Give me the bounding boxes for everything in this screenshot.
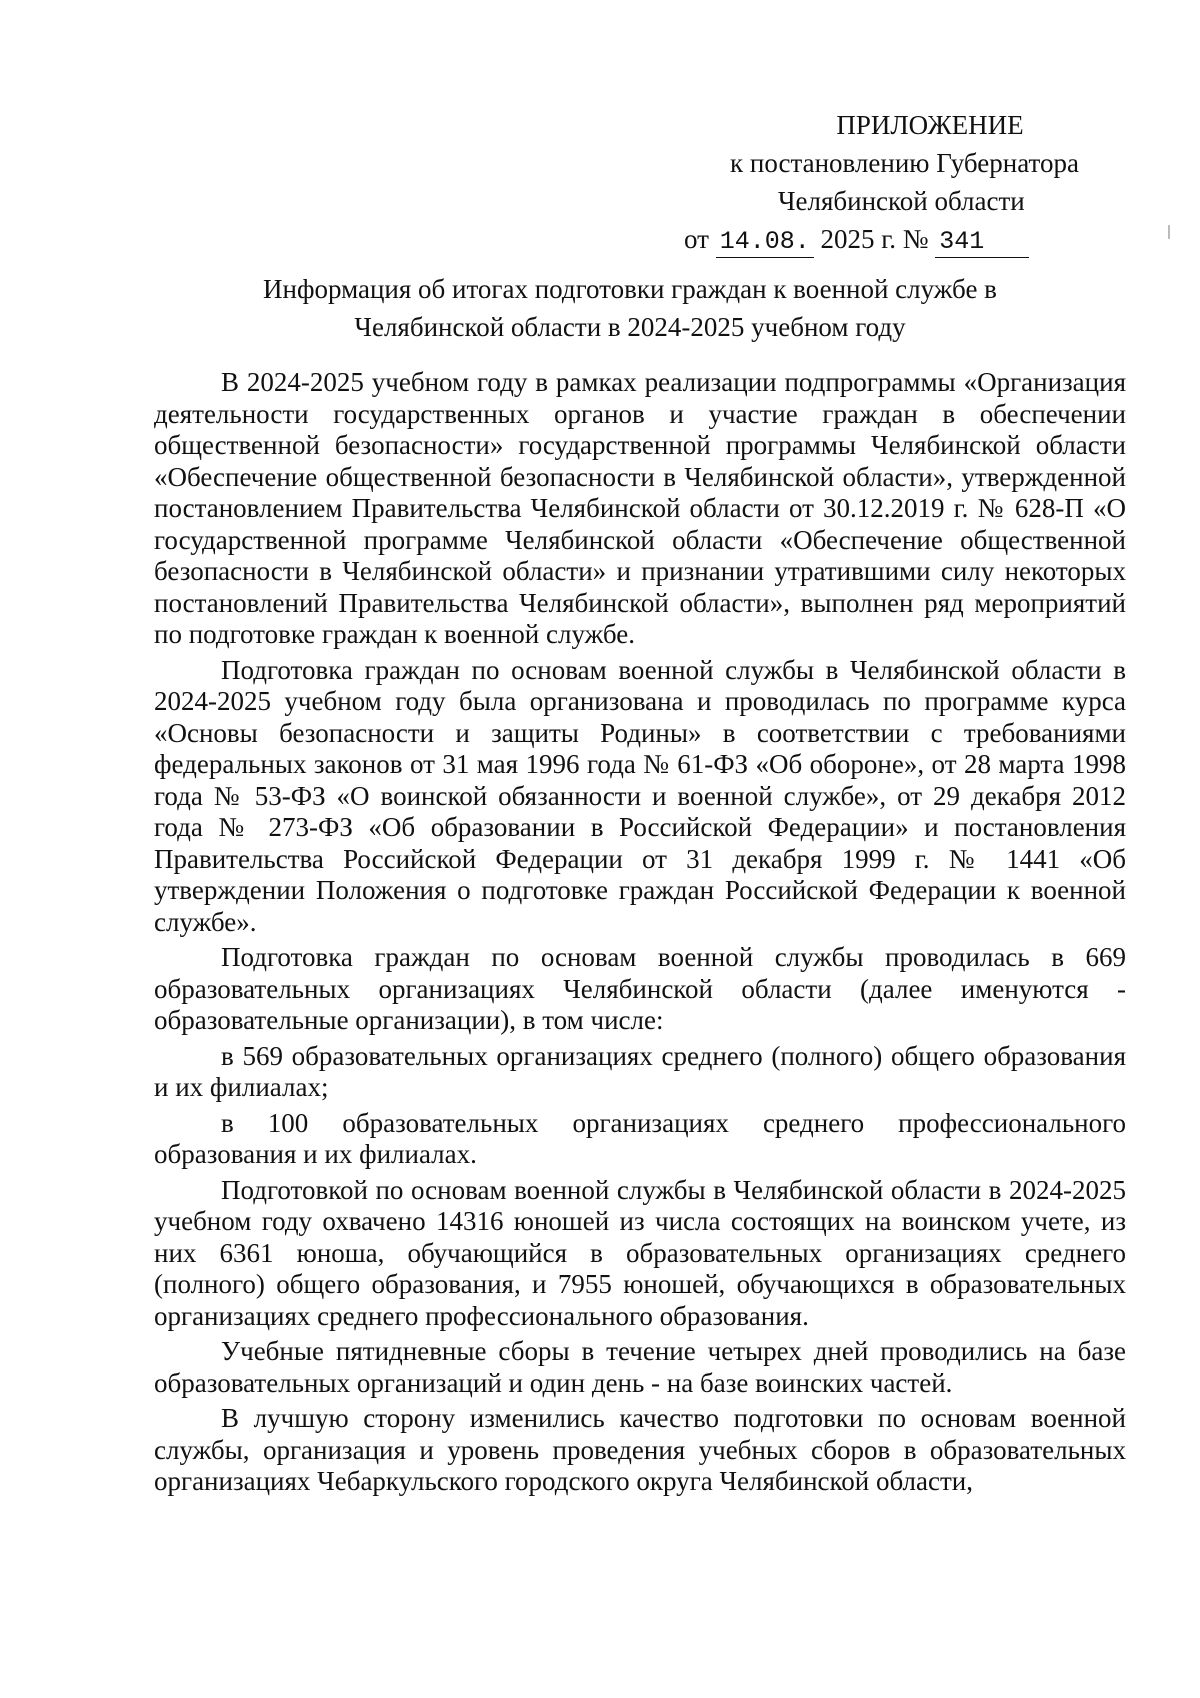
date-value: 14.08. xyxy=(716,227,814,258)
document-body xyxy=(154,367,1126,1502)
paragraph: Учебные пятидневные сборы в течение четырех дней проводились на базе образовательных организаций и один день - на базе воинских частей. xyxy=(154,1336,1126,1398)
paragraph: В 2024-2025 учебном году в рамках реализации подпрограммы «Организация деятельности государственных органов и участие граждан в обеспечении общественной безопасности» государственной программы Челябинской области «Обеспечение общественной безопасности в Челябинской области», утвержденной постановлением Правительства Челябинской области от 30.12.2019 г. № 628-П «О государственной программе Челябинской области «Обеспечение общественной безопасности в Челябинской области» и признании утратившими силу некоторых постановлений Правительства Челябинской области», выполнен ряд мероприятий по подготовке граждан к военной службе. xyxy=(154,367,1126,649)
number-value: 341 xyxy=(935,227,1029,258)
paragraph: В лучшую сторону изменились качество подготовки по основам военной службы, организация и уровень проведения учебных сборов в образовательных организациях Чебаркульского городского округа Челябинской области, xyxy=(154,1403,1126,1496)
paragraph: Подготовкой по основам военной службы в Челябинской области в 2024-2025 учебном году охвачено 14316 юношей из числа состоящих на воинском учете, из них 6361 юноша, обучающийся в образовательных организациях среднего (полного) общего образования, и 7955 юношей, обучающихся в образовательных организациях среднего профессионального образования. xyxy=(154,1174,1126,1331)
paragraph: в 100 образовательных организациях среднего профессионального образования и их филиалах. xyxy=(154,1107,1126,1169)
document-title xyxy=(160,270,1100,346)
title-line-1: Информация об итогах подготовки граждан к военной службе в xyxy=(263,274,997,304)
date-prefix: от xyxy=(684,224,709,254)
appendix-line-1: к постановлению Губернатора xyxy=(730,148,1079,178)
title-line-2: Челябинской области в 2024-2025 учебном году xyxy=(354,312,906,342)
appendix-line-2: Челябинской области xyxy=(778,186,1025,216)
scan-artifact xyxy=(1168,225,1170,239)
paragraph: Подготовка граждан по основам военной службы в Челябинской области в 2024-2025 учебном году была организована и проводилась по программе курса «Основы безопасности и защиты Родины» в соответствии с требованиями федеральных законов от 31 мая 1996 года № 61-ФЗ «Об обороне», от 28 марта 1998 года № 53-ФЗ «О воинской обязанности и военной службе», от 29 декабря 2012 года № 273-ФЗ «Об образовании в Российской Федерации» и постановления Правительства Российской Федерации от 31 декабря 1999 г. № 1441 «Об утверждении Положения о подготовке граждан Российской Федерации к военной службе». xyxy=(154,654,1126,937)
appendix-heading: ПРИЛОЖЕНИЕ xyxy=(836,110,1024,140)
appendix-date-line xyxy=(684,220,1130,258)
paragraph: Подготовка граждан по основам военной службы проводилась в 669 образовательных организациях Челябинской области (далее именуются - образовательные организации), в том числе: xyxy=(154,942,1126,1035)
year-text: 2025 г. № xyxy=(820,224,929,254)
appendix-block xyxy=(684,106,1130,258)
paragraph: в 569 образовательных организациях среднего (полного) общего образования и их филиалах; xyxy=(154,1040,1126,1102)
